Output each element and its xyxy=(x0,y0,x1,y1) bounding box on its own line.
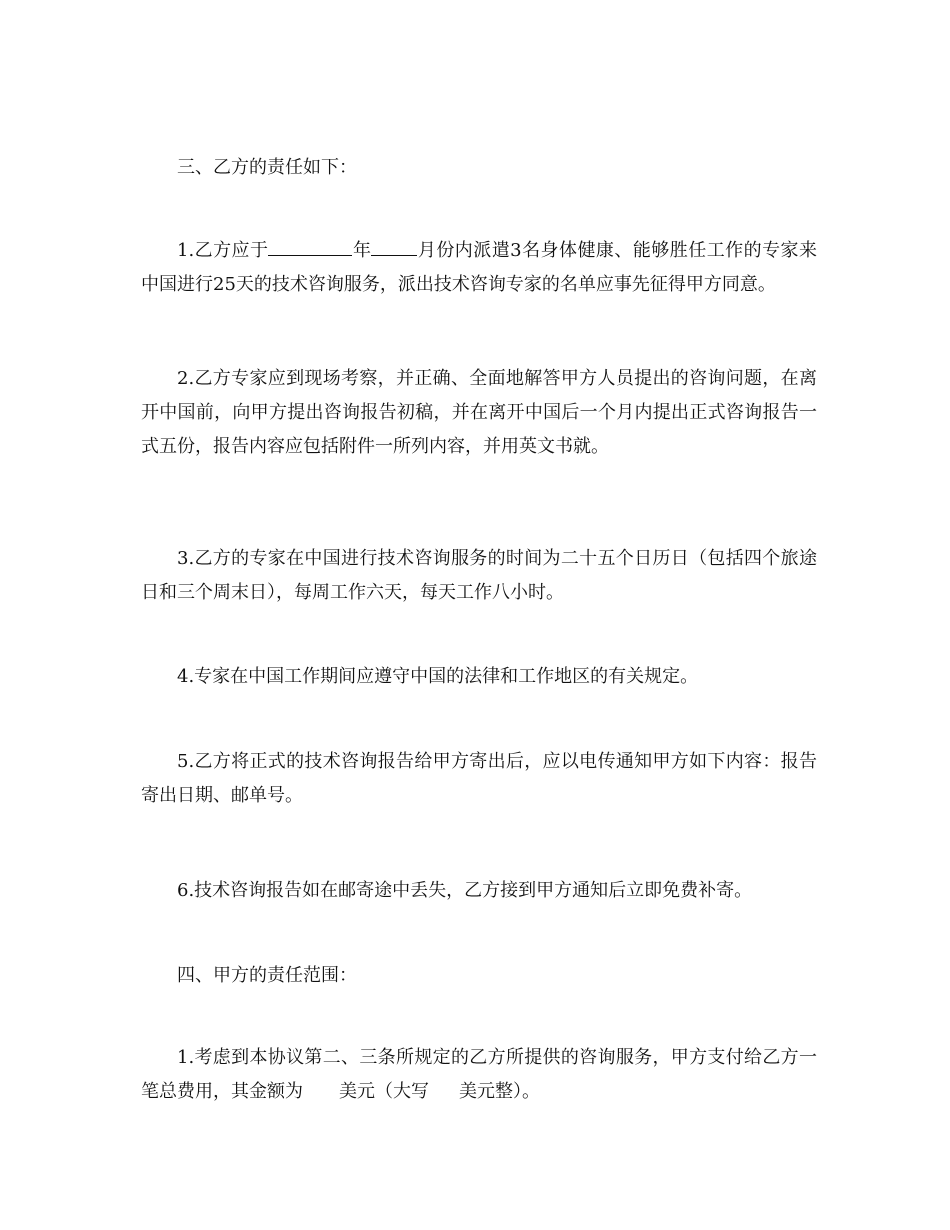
clause-4-1 xyxy=(141,1041,817,1109)
clause-3-4 xyxy=(141,660,817,694)
clause-3-5 xyxy=(141,745,817,813)
section-4-heading xyxy=(141,959,817,993)
section-4-heading-text: 四、甲方的责任范围： xyxy=(177,965,357,986)
clause-3-3 xyxy=(141,542,817,610)
clause-3-3-text: 3.乙方的专家在中国进行技术咨询服务的时间为二十五个日历日（包括四个旅途日和三个周末日），每周工作六天，每天工作八小时。 xyxy=(141,548,817,603)
section-3-heading-text: 三、乙方的责任如下： xyxy=(177,157,357,178)
clause-3-6 xyxy=(141,874,817,908)
clause-3-2 xyxy=(141,362,817,464)
month-blank xyxy=(371,233,417,256)
clause-3-2-text: 2.乙方专家应到现场考察，并正确、全面地解答甲方人员提出的咨询问题，在离开中国前，向甲方提出咨询报告初稿，并在离开中国后一个月内提出正式咨询报告一式五份，报告内容应包括附件一所列内容，并用英文书就。 xyxy=(141,368,817,457)
clause-4-1-part-c: 美元整）。 xyxy=(459,1081,540,1102)
year-blank xyxy=(268,233,352,256)
clause-3-6-text: 6.技术咨询报告如在邮寄途中丢失，乙方接到甲方通知后立即免费补寄。 xyxy=(177,880,753,901)
clause-3-1-part-c: 月份内派遣3名身体健康、能够胜任工作的专家来中国进行25天的技术咨询服务，派出技术咨询专家的名单应事先征得甲方同意。 xyxy=(141,240,817,295)
clause-3-1-part-b: 年 xyxy=(352,240,372,261)
clause-3-1 xyxy=(141,233,817,302)
clause-4-1-part-a: 1.考虑到本协议第二、三条所规定的乙方所提供的咨询服务，甲方支付给乙方一笔总费用，其金额为 xyxy=(141,1047,817,1102)
clause-3-4-text: 4.专家在中国工作期间应遵守中国的法律和工作地区的有关规定。 xyxy=(177,666,699,687)
clause-4-1-part-b: 美元（大写 xyxy=(339,1081,429,1102)
clause-3-1-part-a: 1.乙方应于 xyxy=(177,240,269,261)
clause-3-5-text: 5.乙方将正式的技术咨询报告给甲方寄出后，应以电传通知甲方如下内容：报告寄出日期、邮单号。 xyxy=(141,751,817,806)
section-3-heading xyxy=(141,151,817,185)
